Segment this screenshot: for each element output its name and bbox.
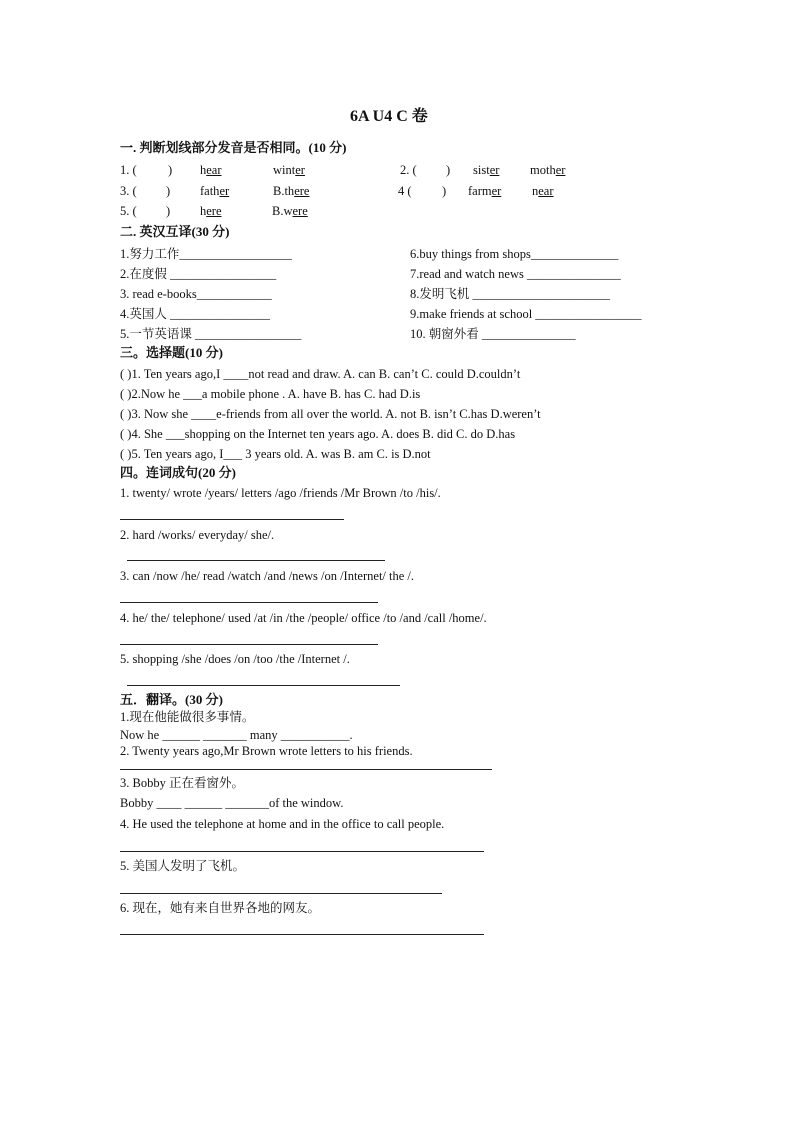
word-b: B.were [272,204,308,218]
sentence-item-5: 5. shopping /she /does /on /too /the /Internet /. [120,652,350,666]
translate-item-9: 9.make friends at school _________________ [410,307,642,321]
sentence-item-4: 4. he/ the/ telephone/ used /at /in /the /people/ office /to /and /call /home/. [120,611,487,625]
answer-line [120,602,378,603]
sentence-item-2: 2. hard /works/ everyday/ she/. [120,528,275,542]
answer-bracket-close: ) [442,184,447,198]
answer-line [120,893,442,894]
answer-line [120,644,378,645]
word-a: here [200,204,222,218]
section-3-heading: 三。选择题(10 分) [120,345,223,360]
sentence-item-1: 1. twenty/ wrote /years/ letters /ago /friends /Mr Brown /to /his/. [120,486,441,500]
translate-item-5: 5.一节英语课 _________________ [120,327,302,341]
answer-line [127,560,385,561]
translation-answer-3: Bobby ____ ______ _______of the window. [120,796,344,810]
choice-item-1: ( )1. Ten years ago,I ____not read and draw. A. can B. can’t C. could D.couldn’t [120,367,521,381]
answer-bracket-open: 3. ( [120,184,137,198]
answer-line [120,851,484,852]
word-a: hear [200,163,222,177]
translation-question-3: 3. Bobby 正在看窗外。 [120,776,244,790]
answer-bracket-open: 1. ( [120,163,137,177]
translate-item-3: 3. read e-books____________ [120,287,272,301]
word-a: father [200,184,230,198]
word-a: farmer [468,184,502,198]
answer-bracket-close: ) [168,163,173,177]
translation-question-4: 4. He used the telephone at home and in the office to call people. [120,817,445,831]
answer-line [127,685,400,686]
section-2-heading: 二. 英汉互译(30 分) [120,224,230,239]
choice-item-5: ( )5. Ten years ago, I___ 3 years old. A. was B. am C. is D.not [120,447,431,461]
word-a: sister [473,163,500,177]
answer-bracket-close: ) [166,184,171,198]
answer-bracket-open: 4 ( [398,184,412,198]
section-1-heading: 一. 判断划线部分发音是否相同。(10 分) [120,140,347,155]
translate-item-1: 1.努力工作__________________ [120,247,292,261]
translate-item-7: 7.read and watch news _______________ [410,267,621,281]
translation-question-2: 2. Twenty years ago,Mr Brown wrote letters to his friends. [120,744,413,758]
answer-bracket-open: 5. ( [120,204,137,218]
translate-item-8: 8.发明飞机 ______________________ [410,287,611,301]
answer-line [120,934,484,935]
page-title: 6A U4 C 卷 [350,108,428,125]
answer-bracket-open: 2. ( [400,163,417,177]
answer-bracket-close: ) [446,163,451,177]
translate-item-2: 2.在度假 _________________ [120,267,277,281]
word-b: winter [273,163,305,177]
translate-item-6: 6.buy things from shops______________ [410,247,619,261]
sentence-item-3: 3. can /now /he/ read /watch /and /news /on /Internet/ the /. [120,569,415,583]
word-b: near [532,184,554,198]
translation-question-1: 1.现在他能做很多事情。 [120,710,255,724]
answer-line [120,769,492,770]
word-b: mother [530,163,566,177]
choice-item-4: ( )4. She ___shopping on the Internet ten years ago. A. does B. did C. do D.has [120,427,516,441]
section-4-heading: 四。连词成句(20 分) [120,465,236,480]
word-b: B.there [273,184,310,198]
translation-question-5: 5. 美国人发明了飞机。 [120,859,246,873]
translation-answer-1: Now he ______ _______ many ___________. [120,728,353,742]
answer-line [120,519,344,520]
translation-question-6: 6. 现在，她有来自世界各地的网友。 [120,901,321,915]
answer-bracket-close: ) [166,204,171,218]
choice-item-2: ( )2.Now he ___a mobile phone . A. have B. has C. had D.is [120,387,421,401]
choice-item-3: ( )3. Now she ____e-friends from all over the world. A. not B. isn’t C.has D.weren’t [120,407,541,421]
section-5-heading: 五．翻译。(30 分) [120,692,223,707]
translate-item-4: 4.英国人 ________________ [120,307,271,321]
translate-item-10: 10. 朝窗外看 _______________ [410,327,576,341]
